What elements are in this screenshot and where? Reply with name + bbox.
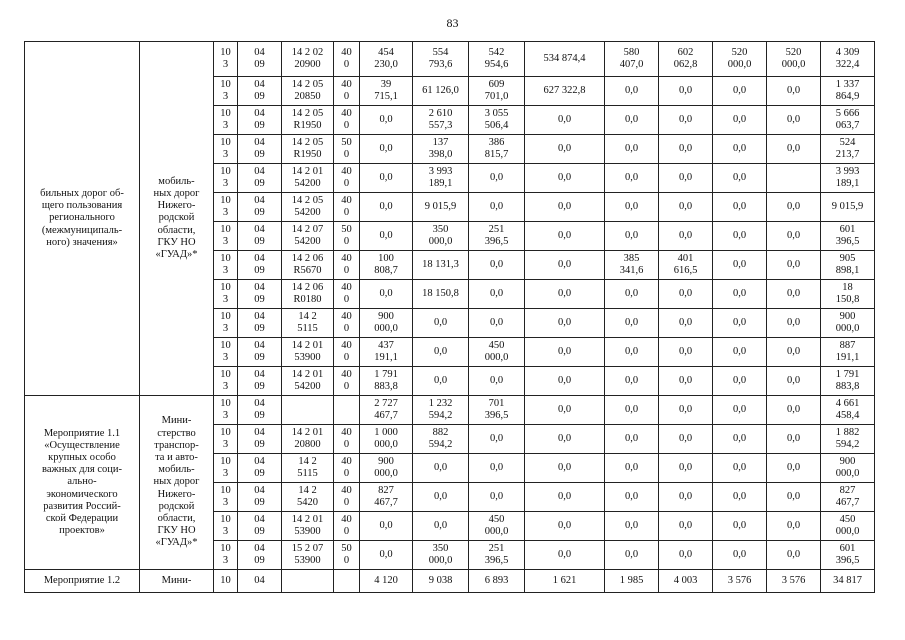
table-cell: 0,0	[713, 338, 767, 367]
table-cell: 0,0	[767, 251, 821, 280]
table-cell: 0,0	[713, 222, 767, 251]
table-cell: 0,0	[360, 193, 413, 222]
table-cell: 0,0	[659, 338, 713, 367]
table-cell: 0,0	[469, 483, 525, 512]
table-cell: 04 09	[238, 193, 282, 222]
table-cell	[282, 396, 334, 425]
table-cell: 18 150,8	[821, 280, 875, 309]
table-cell: 40 0	[334, 425, 360, 454]
table-cell: 04 09	[238, 483, 282, 512]
table-cell: 14 2 05 R1950	[282, 106, 334, 135]
table-cell: 0,0	[767, 77, 821, 106]
table-cell: 0,0	[659, 454, 713, 483]
table-cell: 0,0	[360, 106, 413, 135]
table-cell: 04 09	[238, 367, 282, 396]
table-cell: 0,0	[713, 541, 767, 570]
table-cell: 10 3	[214, 77, 238, 106]
table-cell: 0,0	[659, 425, 713, 454]
table-cell: 0,0	[413, 367, 469, 396]
table-cell: 40 0	[334, 164, 360, 193]
table-cell: 887 191,1	[821, 338, 875, 367]
table-cell: 10 3	[214, 193, 238, 222]
table-cell: 0,0	[713, 106, 767, 135]
table-cell: 10 3	[214, 135, 238, 164]
table-cell: 0,0	[659, 512, 713, 541]
table-cell: 10 3	[214, 512, 238, 541]
table-cell: 0,0	[659, 193, 713, 222]
table-cell: 251 396,5	[469, 541, 525, 570]
table-cell: 04 09	[238, 396, 282, 425]
table-cell: 50 0	[334, 222, 360, 251]
table-cell: 39 715,1	[360, 77, 413, 106]
table-cell: 0,0	[659, 367, 713, 396]
table-cell: 0,0	[713, 425, 767, 454]
table-cell: 0,0	[767, 309, 821, 338]
table-cell: 627 322,8	[525, 77, 605, 106]
table-cell: 0,0	[659, 77, 713, 106]
table-cell: 0,0	[469, 164, 525, 193]
table-cell: 0,0	[360, 135, 413, 164]
table-cell: 0,0	[360, 164, 413, 193]
table-cell: 14 2 5115	[282, 454, 334, 483]
table-cell: 0,0	[659, 135, 713, 164]
table-cell: 04 09	[238, 512, 282, 541]
table-cell: 520 000,0	[767, 42, 821, 77]
table-cell: 14 2 05 20850	[282, 77, 334, 106]
table-cell: 0,0	[605, 106, 659, 135]
table-cell: 0,0	[713, 483, 767, 512]
table-cell: 0,0	[713, 367, 767, 396]
table-cell: 0,0	[767, 483, 821, 512]
table-cell: 0,0	[525, 425, 605, 454]
table-cell: 10 3	[214, 309, 238, 338]
table-cell: 0,0	[713, 396, 767, 425]
table-cell: 1 621	[525, 570, 605, 593]
table-cell: 10 3	[214, 222, 238, 251]
table-cell: 14 2 02 20900	[282, 42, 334, 77]
table-cell: 15 2 07 53900	[282, 541, 334, 570]
row-group-executor: Мини-	[140, 570, 214, 593]
table-cell: 0,0	[413, 454, 469, 483]
table-cell: 0,0	[767, 193, 821, 222]
table-cell: 18 150,8	[413, 280, 469, 309]
table-cell: 251 396,5	[469, 222, 525, 251]
table-cell: 14 2 01 54200	[282, 367, 334, 396]
table-cell: 04 09	[238, 338, 282, 367]
table-cell: 0,0	[713, 251, 767, 280]
table-cell: 0,0	[525, 251, 605, 280]
table-cell: 534 874,4	[525, 42, 605, 77]
table-cell: 10 3	[214, 338, 238, 367]
table-cell: 0,0	[659, 396, 713, 425]
table-cell: 10 3	[214, 483, 238, 512]
table-cell: 601 396,5	[821, 222, 875, 251]
table-cell: 900 000,0	[821, 309, 875, 338]
table-cell: 450 000,0	[469, 512, 525, 541]
table-cell: 0,0	[525, 396, 605, 425]
table-cell: 524 213,7	[821, 135, 875, 164]
table-cell: 0,0	[525, 367, 605, 396]
table-cell: 0,0	[767, 135, 821, 164]
table-cell: 04 09	[238, 42, 282, 77]
table-cell: 0,0	[767, 280, 821, 309]
table-cell: 900 000,0	[360, 309, 413, 338]
table-cell: 0,0	[605, 483, 659, 512]
table-cell: 1 791 883,8	[360, 367, 413, 396]
table-cell: 40 0	[334, 42, 360, 77]
table-cell	[282, 570, 334, 593]
table-cell: 827 467,7	[821, 483, 875, 512]
table-cell: 0,0	[713, 280, 767, 309]
table-cell: 100 808,7	[360, 251, 413, 280]
table-cell: 0,0	[767, 425, 821, 454]
table-cell: 0,0	[605, 280, 659, 309]
table-cell: 0,0	[767, 512, 821, 541]
table-cell: 40 0	[334, 193, 360, 222]
table-cell: 40 0	[334, 309, 360, 338]
table-cell: 40 0	[334, 77, 360, 106]
table-cell: 520 000,0	[713, 42, 767, 77]
table-cell: 40 0	[334, 338, 360, 367]
table-cell: 0,0	[605, 512, 659, 541]
table-cell: 827 467,7	[360, 483, 413, 512]
table-cell: 04 09	[238, 309, 282, 338]
table-cell: 04 09	[238, 251, 282, 280]
table-cell: 0,0	[767, 222, 821, 251]
table-cell: 14 2 06 R5670	[282, 251, 334, 280]
table-cell: 3 576	[713, 570, 767, 593]
table-cell: 454 230,0	[360, 42, 413, 77]
table-cell: 0,0	[469, 251, 525, 280]
row-group-description: Мероприятие 1.2	[25, 570, 140, 593]
table-cell: 0,0	[659, 106, 713, 135]
table-cell: 401 616,5	[659, 251, 713, 280]
table-cell: 386 815,7	[469, 135, 525, 164]
table-cell: 0,0	[605, 396, 659, 425]
table-cell: 4 003	[659, 570, 713, 593]
table-cell: 0,0	[713, 164, 767, 193]
table-cell: 1 000 000,0	[360, 425, 413, 454]
table-cell: 0,0	[767, 541, 821, 570]
table-cell: 4 661 458,4	[821, 396, 875, 425]
table-cell: 0,0	[469, 454, 525, 483]
table-cell: 385 341,6	[605, 251, 659, 280]
table-cell: 14 2 01 54200	[282, 164, 334, 193]
table-cell: 10 3	[214, 396, 238, 425]
table-cell: 0,0	[767, 338, 821, 367]
table-cell: 0,0	[525, 106, 605, 135]
table-cell: 04 09	[238, 106, 282, 135]
table-cell: 0,0	[360, 222, 413, 251]
table-cell: 14 2 5420	[282, 483, 334, 512]
table-cell: 40 0	[334, 251, 360, 280]
table-cell: 0,0	[767, 367, 821, 396]
table-cell: 14 2 01 20800	[282, 425, 334, 454]
table-cell: 0,0	[413, 512, 469, 541]
table-cell: 14 2 06 R0180	[282, 280, 334, 309]
table-cell: 04 09	[238, 164, 282, 193]
table-cell: 10 3	[214, 164, 238, 193]
table-cell: 10 3	[214, 280, 238, 309]
table-cell: 14 2 5115	[282, 309, 334, 338]
table-cell: 04 09	[238, 454, 282, 483]
table-cell: 40 0	[334, 280, 360, 309]
table-cell: 554 793,6	[413, 42, 469, 77]
table-cell: 0,0	[469, 425, 525, 454]
table-cell: 0,0	[605, 541, 659, 570]
table-cell: 882 594,2	[413, 425, 469, 454]
table-row	[25, 42, 875, 77]
table-cell: 04 09	[238, 77, 282, 106]
table-cell: 602 062,8	[659, 42, 713, 77]
table-cell: 04 09	[238, 222, 282, 251]
table-row	[25, 570, 875, 593]
table-cell: 0,0	[767, 454, 821, 483]
table-cell: 04 09	[238, 280, 282, 309]
table-cell: 0,0	[469, 309, 525, 338]
table-cell: 1 337 864,9	[821, 77, 875, 106]
table-cell: 450 000,0	[821, 512, 875, 541]
table-cell: 0,0	[605, 77, 659, 106]
table-cell: 0,0	[713, 309, 767, 338]
table-cell	[767, 164, 821, 193]
table-cell: 40 0	[334, 106, 360, 135]
table-cell: 0,0	[659, 483, 713, 512]
table-cell: 3 993 189,1	[821, 164, 875, 193]
table-cell: 34 817	[821, 570, 875, 593]
row-group-executor: мобиль- ных дорог Нижего- родской области, ГКУ НО «ГУАД»*	[140, 42, 214, 396]
table-row	[25, 396, 875, 425]
table-cell: 6 893	[469, 570, 525, 593]
table-cell: 1 791 883,8	[821, 367, 875, 396]
table-cell: 18 131,3	[413, 251, 469, 280]
table-cell: 137 398,0	[413, 135, 469, 164]
table-cell: 0,0	[525, 309, 605, 338]
table-cell: 900 000,0	[821, 454, 875, 483]
row-group-description: Мероприятие 1.1 «Осуществление крупных особо важных для соци- ально- экономического развития Россий- ской Федерации проектов»	[25, 396, 140, 570]
table-cell: 0,0	[413, 338, 469, 367]
table-cell: 5 666 063,7	[821, 106, 875, 135]
table-cell: 0,0	[413, 483, 469, 512]
table-cell: 0,0	[525, 454, 605, 483]
table-cell: 0,0	[360, 280, 413, 309]
table-cell	[334, 396, 360, 425]
table-cell: 2 727 467,7	[360, 396, 413, 425]
table-cell: 3 055 506,4	[469, 106, 525, 135]
table-cell: 14 2 07 54200	[282, 222, 334, 251]
table-cell: 580 407,0	[605, 42, 659, 77]
table-cell: 4 309 322,4	[821, 42, 875, 77]
table-cell: 0,0	[659, 309, 713, 338]
budget-table	[24, 41, 875, 593]
table-cell: 40 0	[334, 483, 360, 512]
table-cell: 0,0	[525, 280, 605, 309]
table-cell: 0,0	[605, 454, 659, 483]
table-cell: 0,0	[605, 222, 659, 251]
table-cell: 61 126,0	[413, 77, 469, 106]
table-cell: 9 038	[413, 570, 469, 593]
table-cell: 701 396,5	[469, 396, 525, 425]
table-cell: 10 3	[214, 541, 238, 570]
table-cell: 3 576	[767, 570, 821, 593]
table-cell: 0,0	[525, 338, 605, 367]
table-cell: 1 882 594,2	[821, 425, 875, 454]
table-cell	[334, 570, 360, 593]
table-cell: 10 3	[214, 454, 238, 483]
table-cell: 0,0	[525, 541, 605, 570]
table-cell: 350 000,0	[413, 222, 469, 251]
table-cell: 905 898,1	[821, 251, 875, 280]
table-cell: 04 09	[238, 135, 282, 164]
table-cell: 0,0	[659, 541, 713, 570]
page-number: 83	[446, 16, 459, 30]
table-cell: 50 0	[334, 541, 360, 570]
table-cell: 04	[238, 570, 282, 593]
table-cell: 0,0	[659, 164, 713, 193]
table-cell: 609 701,0	[469, 77, 525, 106]
table-cell: 0,0	[525, 164, 605, 193]
table-cell: 14 2 01 53900	[282, 512, 334, 541]
table-cell: 04 09	[238, 425, 282, 454]
table-cell: 0,0	[659, 222, 713, 251]
table-cell: 0,0	[469, 193, 525, 222]
table-cell: 0,0	[605, 367, 659, 396]
table-cell: 0,0	[713, 512, 767, 541]
table-cell: 0,0	[360, 541, 413, 570]
table-cell: 0,0	[469, 280, 525, 309]
table-cell: 14 2 01 53900	[282, 338, 334, 367]
table-cell: 542 954,6	[469, 42, 525, 77]
table-cell: 0,0	[605, 135, 659, 164]
table-cell: 900 000,0	[360, 454, 413, 483]
table-cell: 40 0	[334, 512, 360, 541]
table-cell: 0,0	[525, 193, 605, 222]
table-cell: 0,0	[605, 164, 659, 193]
table-cell: 0,0	[659, 280, 713, 309]
table-cell: 10 3	[214, 251, 238, 280]
table-cell: 40 0	[334, 454, 360, 483]
table-cell: 0,0	[605, 193, 659, 222]
table-cell: 0,0	[767, 106, 821, 135]
table-cell: 350 000,0	[413, 541, 469, 570]
table-cell: 0,0	[605, 309, 659, 338]
table-cell: 0,0	[360, 512, 413, 541]
table-cell: 1 232 594,2	[413, 396, 469, 425]
table-cell: 0,0	[713, 77, 767, 106]
table-cell: 0,0	[525, 512, 605, 541]
table-cell: 10 3	[214, 106, 238, 135]
table-cell: 0,0	[605, 425, 659, 454]
table-cell: 0,0	[525, 222, 605, 251]
table-cell: 10 3	[214, 42, 238, 77]
table-cell: 10 3	[214, 367, 238, 396]
table-cell: 0,0	[713, 454, 767, 483]
table-cell: 10	[214, 570, 238, 593]
table-cell: 0,0	[605, 338, 659, 367]
table-cell: 50 0	[334, 135, 360, 164]
table-cell: 0,0	[469, 367, 525, 396]
table-cell: 437 191,1	[360, 338, 413, 367]
table-cell: 0,0	[525, 135, 605, 164]
table-cell: 0,0	[713, 193, 767, 222]
table-cell: 0,0	[413, 309, 469, 338]
table-cell: 1 985	[605, 570, 659, 593]
table-cell: 14 2 05 R1950	[282, 135, 334, 164]
table-cell: 2 610 557,3	[413, 106, 469, 135]
table-cell: 0,0	[713, 135, 767, 164]
table-cell: 0,0	[525, 483, 605, 512]
row-group-description: бильных дорог об- щего пользования регионального (межмуниципаль- ного) значения»	[25, 42, 140, 396]
table-cell: 9 015,9	[821, 193, 875, 222]
table-cell: 04 09	[238, 541, 282, 570]
row-group-executor: Мини- стерство транспор- та и авто- мобиль- ных дорог Нижего- родской области, ГКУ НО «ГУАД»*	[140, 396, 214, 570]
table-cell: 4 120	[360, 570, 413, 593]
table-cell: 450 000,0	[469, 338, 525, 367]
table-cell: 9 015,9	[413, 193, 469, 222]
table-cell: 0,0	[767, 396, 821, 425]
table-cell: 14 2 05 54200	[282, 193, 334, 222]
table-cell: 10 3	[214, 425, 238, 454]
table-cell: 3 993 189,1	[413, 164, 469, 193]
table-cell: 40 0	[334, 367, 360, 396]
table-cell: 601 396,5	[821, 541, 875, 570]
